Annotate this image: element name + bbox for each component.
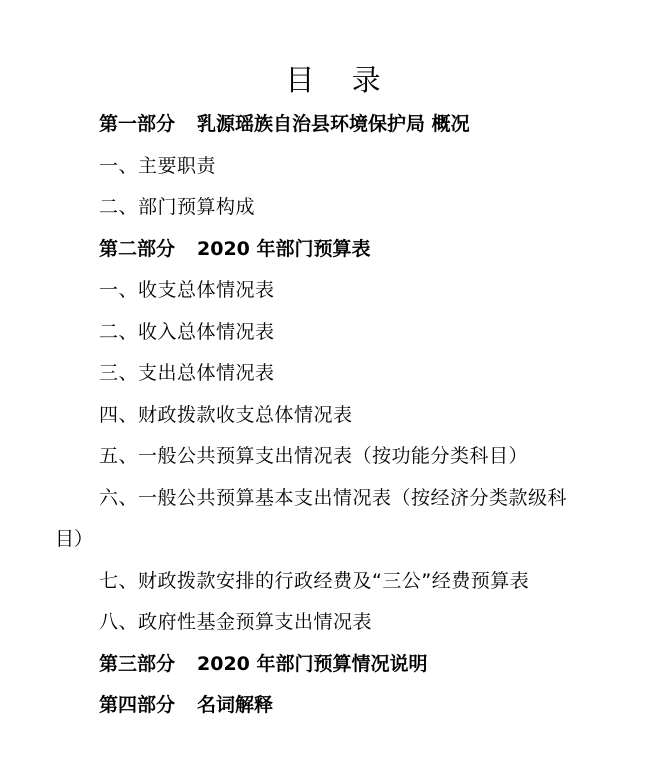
part-number: 第三部分 bbox=[99, 652, 176, 675]
toc-part-2 bbox=[0, 229, 666, 271]
part-name: 2020 年部门预算表 bbox=[197, 237, 371, 260]
toc-item: 八、政府性基金预算支出情况表 bbox=[99, 611, 373, 633]
toc-item: 五、一般公共预算支出情况表（按功能分类科目） bbox=[99, 445, 529, 467]
toc-item: 一、主要职责 bbox=[99, 154, 217, 177]
part-name: 2020 年部门预算情况说明 bbox=[197, 652, 428, 675]
toc-part-1 bbox=[0, 104, 666, 146]
toc-item: 四、财政拨款收支总体情况表 bbox=[99, 403, 353, 426]
toc-list bbox=[0, 104, 666, 727]
part-number: 第二部分 bbox=[99, 237, 176, 260]
part-name: 乳源瑶族自治县环境保护局 概况 bbox=[197, 113, 470, 135]
toc-item-line-1: 六、一般公共预算基本支出情况表（按经济分类款级科 bbox=[99, 486, 568, 509]
toc-item: 一、收支总体情况表 bbox=[99, 279, 275, 301]
toc-item: 二、收入总体情况表 bbox=[99, 320, 275, 343]
toc-part-4 bbox=[0, 685, 666, 727]
toc-item: 七、财政拨款安排的行政经费及“三公”经费预算表 bbox=[99, 569, 530, 592]
page-title: 目 录 bbox=[285, 63, 395, 97]
toc-item-wrapped bbox=[0, 478, 666, 561]
toc-item-line-2: 目） bbox=[55, 528, 94, 550]
part-number: 第四部分 bbox=[99, 694, 176, 716]
toc-item: 三、支出总体情况表 bbox=[99, 362, 275, 384]
toc-item: 二、部门预算构成 bbox=[99, 196, 256, 218]
toc-part-3 bbox=[0, 644, 666, 686]
part-number: 第一部分 bbox=[99, 113, 176, 135]
part-name: 名词解释 bbox=[197, 694, 274, 716]
